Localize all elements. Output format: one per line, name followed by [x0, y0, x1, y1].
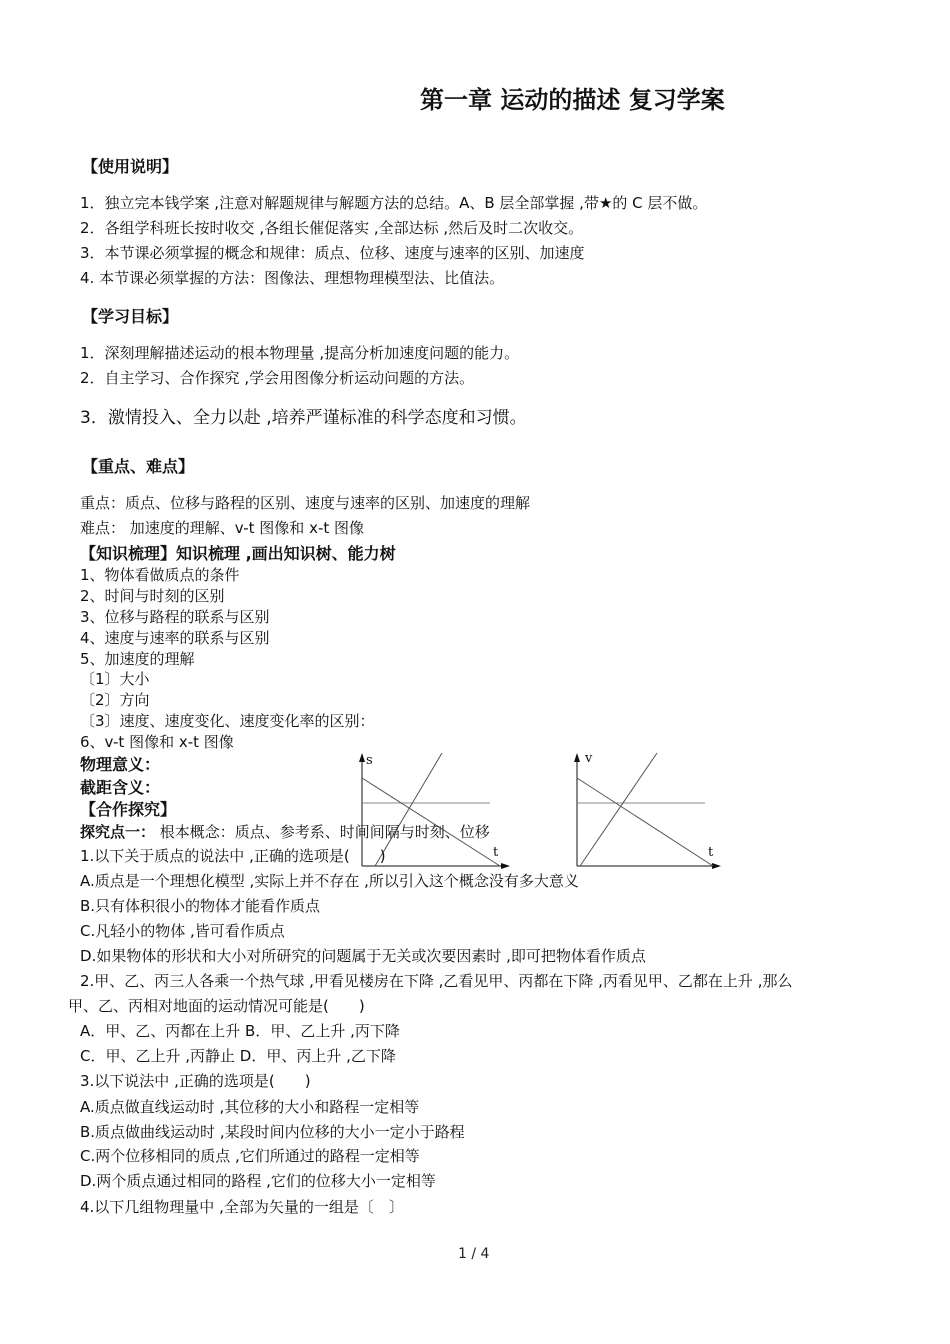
v-t-graph — [565, 748, 735, 878]
knowledge-heading: 【知识梳理】知识梳理 ,画出知识树、能力树 — [80, 544, 396, 563]
usage-heading: 【使用说明】 — [82, 157, 179, 176]
knowledge-item: 3、位移与路程的联系与区别 — [80, 608, 270, 626]
v-t-graph-increasing-line — [580, 753, 657, 866]
knowledge-item: 〔2〕方向 — [80, 691, 150, 709]
v-t-graph-y-arrow — [574, 753, 580, 762]
key-point: 重点：质点、位移与路程的区别、速度与速率的区别、加速度的理解 — [80, 494, 531, 512]
usage-item: 1．独立完本钱学案 ,注意对解题规律与解题方法的总结。A、B 层全部掌握 ,带★的 C 层不做。 — [80, 194, 708, 212]
knowledge-item: 6、v-t 图像和 x-t 图像 — [80, 733, 234, 751]
q1-option: A.质点是一个理想化模型 ,实际上并不存在 ,所以引入这个概念没有多大意义 — [80, 872, 579, 890]
key-heading: 【重点、难点】 — [82, 457, 195, 476]
s-t-graph-y-label: s — [366, 753, 373, 768]
q3-option: A.质点做直线运动时 ,其位移的大小和路程一定相等 — [80, 1098, 420, 1116]
knowledge-item: 〔1〕大小 — [80, 670, 150, 688]
goal-item: 2．自主学习、合作探究 ,学会用图像分析运动问题的方法。 — [80, 369, 475, 387]
explore-point — [80, 821, 490, 842]
q2-options: C．甲、乙上升 ,丙静止 D．甲、丙上升 ,乙下降 — [80, 1047, 396, 1065]
difficult-point: 难点： 加速度的理解、v-t 图像和 x-t 图像 — [80, 519, 365, 537]
explore-point-text: 根本概念：质点、参考系、时间间隔与时刻、位移 — [155, 823, 490, 841]
q3-option: D.两个质点通过相同的路程 ,它们的位移大小一定相等 — [80, 1172, 436, 1190]
page-number: 1 / 4 — [458, 1246, 490, 1262]
q3-option: B.质点做曲线运动时 ,某段时间内位移的大小一定小于路程 — [80, 1123, 465, 1141]
q1-option: C.凡轻小的物体 ,皆可看作质点 — [80, 922, 285, 940]
q2-options: A．甲、乙、丙都在上升 B．甲、乙上升 ,丙下降 — [80, 1022, 400, 1040]
goal-item: 3．激情投入、全力以赴 ,培养严谨标准的科学态度和习惯。 — [80, 408, 527, 428]
knowledge-item: 2、时间与时刻的区别 — [80, 587, 225, 605]
usage-item: 4. 本节课必须掌握的方法：图像法、理想物理模型法、比值法。 — [80, 269, 505, 287]
intercept-meaning-label: 截距含义： — [80, 778, 161, 797]
q1-option: B.只有体积很小的物体才能看作质点 — [80, 897, 321, 915]
v-t-graph-y-label: v — [585, 751, 593, 766]
explore-point-label: 探究点一： — [80, 823, 156, 841]
q2-stem: 2.甲、乙、丙三人各乘一个热气球 ,甲看见楼房在下降 ,乙看见甲、丙都在下降 ,丙看见甲、乙都在上升 ,那么 — [80, 972, 793, 990]
q4-stem: 4.以下几组物理量中 ,全部为矢量的一组是〔 〕 — [80, 1198, 404, 1216]
goals-heading: 【学习目标】 — [82, 307, 179, 326]
s-t-graph-x-label: t — [493, 845, 499, 860]
s-t-graph-y-arrow — [359, 753, 365, 762]
physical-meaning-label: 物理意义： — [80, 755, 161, 774]
knowledge-item: 5、加速度的理解 — [80, 650, 195, 668]
usage-item: 3．本节课必须掌握的概念和规律：质点、位移、速度与速率的区别、加速度 — [80, 244, 585, 262]
s-t-graph-x-arrow — [501, 863, 510, 869]
q1-option: D.如果物体的形状和大小对所研究的问题属于无关或次要因素时 ,即可把物体看作质点 — [80, 947, 646, 965]
q2-stem-cont: 甲、乙、丙相对地面的运动情况可能是( ) — [68, 997, 365, 1015]
knowledge-item: 4、速度与速率的联系与区别 — [80, 629, 270, 647]
knowledge-item: 1、物体看做质点的条件 — [80, 566, 240, 584]
v-t-graph-x-label: t — [708, 845, 714, 860]
v-t-graph-decreasing-line — [577, 778, 713, 866]
cooperate-heading: 【合作探究】 — [80, 800, 177, 819]
usage-item: 2．各组学科班长按时收交 ,各组长催促落实 ,全部达标 ,然后及时二次收交。 — [80, 219, 584, 237]
q3-stem: 3.以下说法中 ,正确的选项是( ) — [80, 1072, 311, 1090]
goal-item: 1．深刻理解描述运动的根本物理量 ,提高分析加速度问题的能力。 — [80, 344, 520, 362]
q1-stem: 1.以下关于质点的说法中 ,正确的选项是( ) — [80, 847, 386, 865]
page-title: 第一章 运动的描述 复习学案 — [420, 86, 725, 114]
v-t-graph-x-arrow — [712, 863, 721, 869]
knowledge-item: 〔3〕速度、速度变化、速度变化率的区别： — [80, 712, 375, 730]
q3-option: C.两个位移相同的质点 ,它们所通过的路程一定相等 — [80, 1147, 420, 1165]
